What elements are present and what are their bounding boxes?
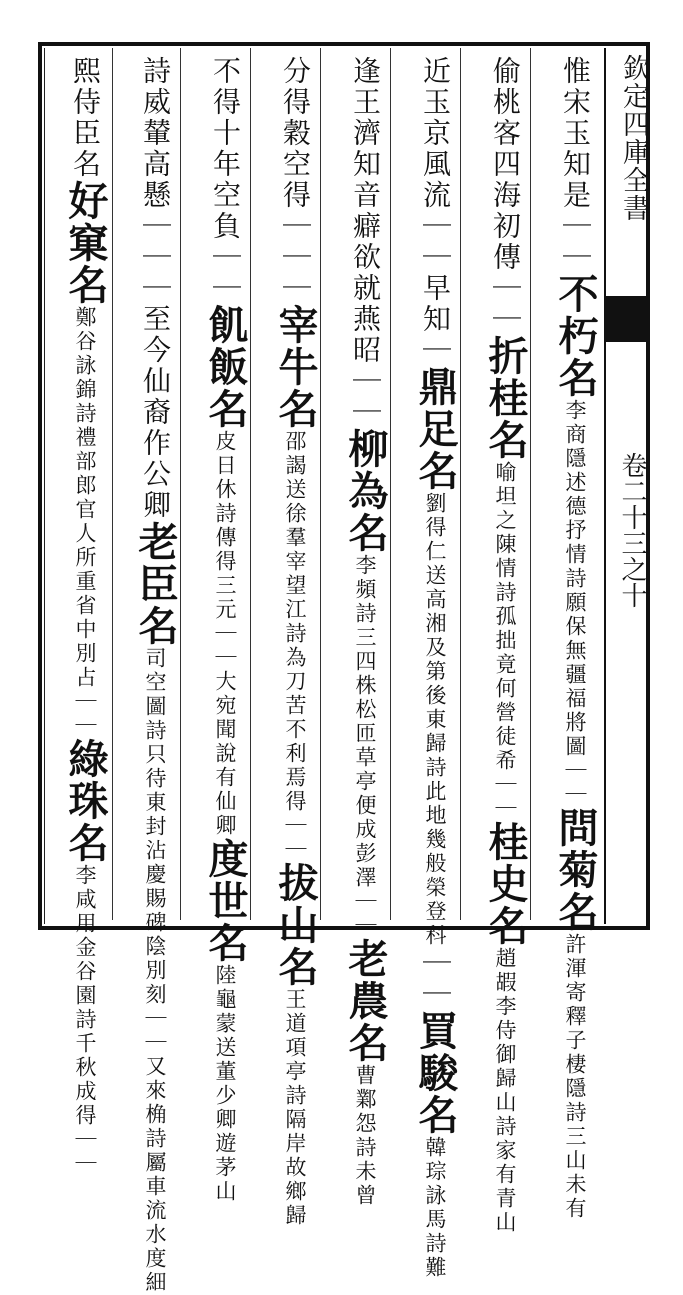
text-run: 逢王濟知音癖欲就燕昭｜｜ (349, 56, 382, 428)
running-head (604, 48, 648, 924)
citation: 許渾寄釋子棲隱詩三山未有 (563, 933, 587, 1221)
citation: 李商隱述德抒情詩願保無疆福將圖｜｜ (563, 399, 587, 807)
column-rule (460, 48, 461, 920)
entry-heading: 飢飯名 (202, 304, 249, 430)
column-rule (180, 48, 181, 920)
juan-number: 卷二十三之十 (617, 452, 647, 608)
citation: 李咸用金谷園詩千秋成得｜｜ (73, 864, 97, 1176)
text-column-2 (480, 56, 530, 1235)
text-run: 近玉京風流｜｜早知｜ (419, 56, 452, 366)
text-column-7 (130, 56, 180, 1295)
entry-heading: 問菊名 (552, 807, 599, 933)
fish-tail-mark (606, 296, 648, 342)
citation: 鄭谷詠錦詩禮部郎官人所重省中別占｜｜ (73, 306, 97, 738)
citation: 又來桷詩屬車流水度細 (143, 1055, 167, 1295)
entry-heading: 度世名 (202, 838, 249, 964)
text-column-6 (200, 56, 250, 1204)
column-rule (320, 48, 321, 920)
citation: 曹鄴怨詩未曾 (353, 1064, 377, 1208)
text-column-8 (60, 56, 110, 1176)
entry-heading: 桂史名 (482, 821, 529, 947)
text-column-1 (550, 56, 600, 1221)
entry-heading: 折桂名 (482, 335, 529, 461)
citation: 邵謁送徐羣宰望江詩為刀苦不利焉得｜｜ (283, 430, 307, 862)
entry-heading: 拔山名 (272, 862, 319, 988)
citation: 韓琮詠馬詩難 (423, 1136, 447, 1280)
text-run: ｜｜ (419, 948, 452, 1010)
text-run: 分得穀空得｜｜｜ (279, 56, 312, 304)
text-column-5 (270, 56, 320, 1228)
citation: 劉得仁送高湘及第後東歸詩此地幾般榮登科 (423, 492, 447, 948)
column-rule (390, 48, 391, 920)
entry-heading: 宰牛名 (272, 304, 319, 430)
citation: 皮日休詩傳得三元｜｜大宛聞說有仙卿 (213, 430, 237, 838)
text-run: 偷桃客四海初傳｜｜ (489, 56, 522, 335)
entry-heading: 買駿名 (412, 1010, 459, 1136)
citation: 王道項亭詩隔岸故鄉歸 (283, 988, 307, 1228)
text-column-4 (340, 56, 390, 1208)
entry-heading: 好窠名 (62, 180, 109, 306)
citation: 喻坦之陳情詩孤拙竟何營徒希｜｜ (493, 461, 517, 821)
entry-heading: 老臣名 (132, 521, 179, 647)
text-run: 不得十年空負｜｜ (209, 56, 242, 304)
citation: 司空圖詩只待東封沾慶賜碑陰別刻｜｜ (143, 647, 167, 1055)
entry-heading: 不朽名 (552, 273, 599, 399)
text-run: 熙侍臣名 (69, 56, 102, 180)
entry-heading: 柳為名 (342, 428, 389, 554)
entry-heading: 鼎足名 (412, 366, 459, 492)
text-run: 詩威輦高懸｜｜｜至今仙裔作公卿 (139, 56, 172, 521)
citation: 陸龜蒙送董少卿遊茅山 (213, 964, 237, 1204)
column-rule (530, 48, 531, 920)
text-column-3 (410, 56, 460, 1280)
entry-heading: 老農名 (342, 938, 389, 1064)
running-title: 欽定四庫全書 (618, 54, 649, 222)
column-rule (112, 48, 113, 920)
citation: 趙嘏李侍御歸山詩家有青山 (493, 947, 517, 1235)
citation: 李頻詩三四株松匝草亭便成彭澤｜｜ (353, 554, 377, 938)
column-rule (250, 48, 251, 920)
entry-heading: 綠珠名 (62, 738, 109, 864)
text-run: 惟宋玉知是｜｜ (559, 56, 592, 273)
